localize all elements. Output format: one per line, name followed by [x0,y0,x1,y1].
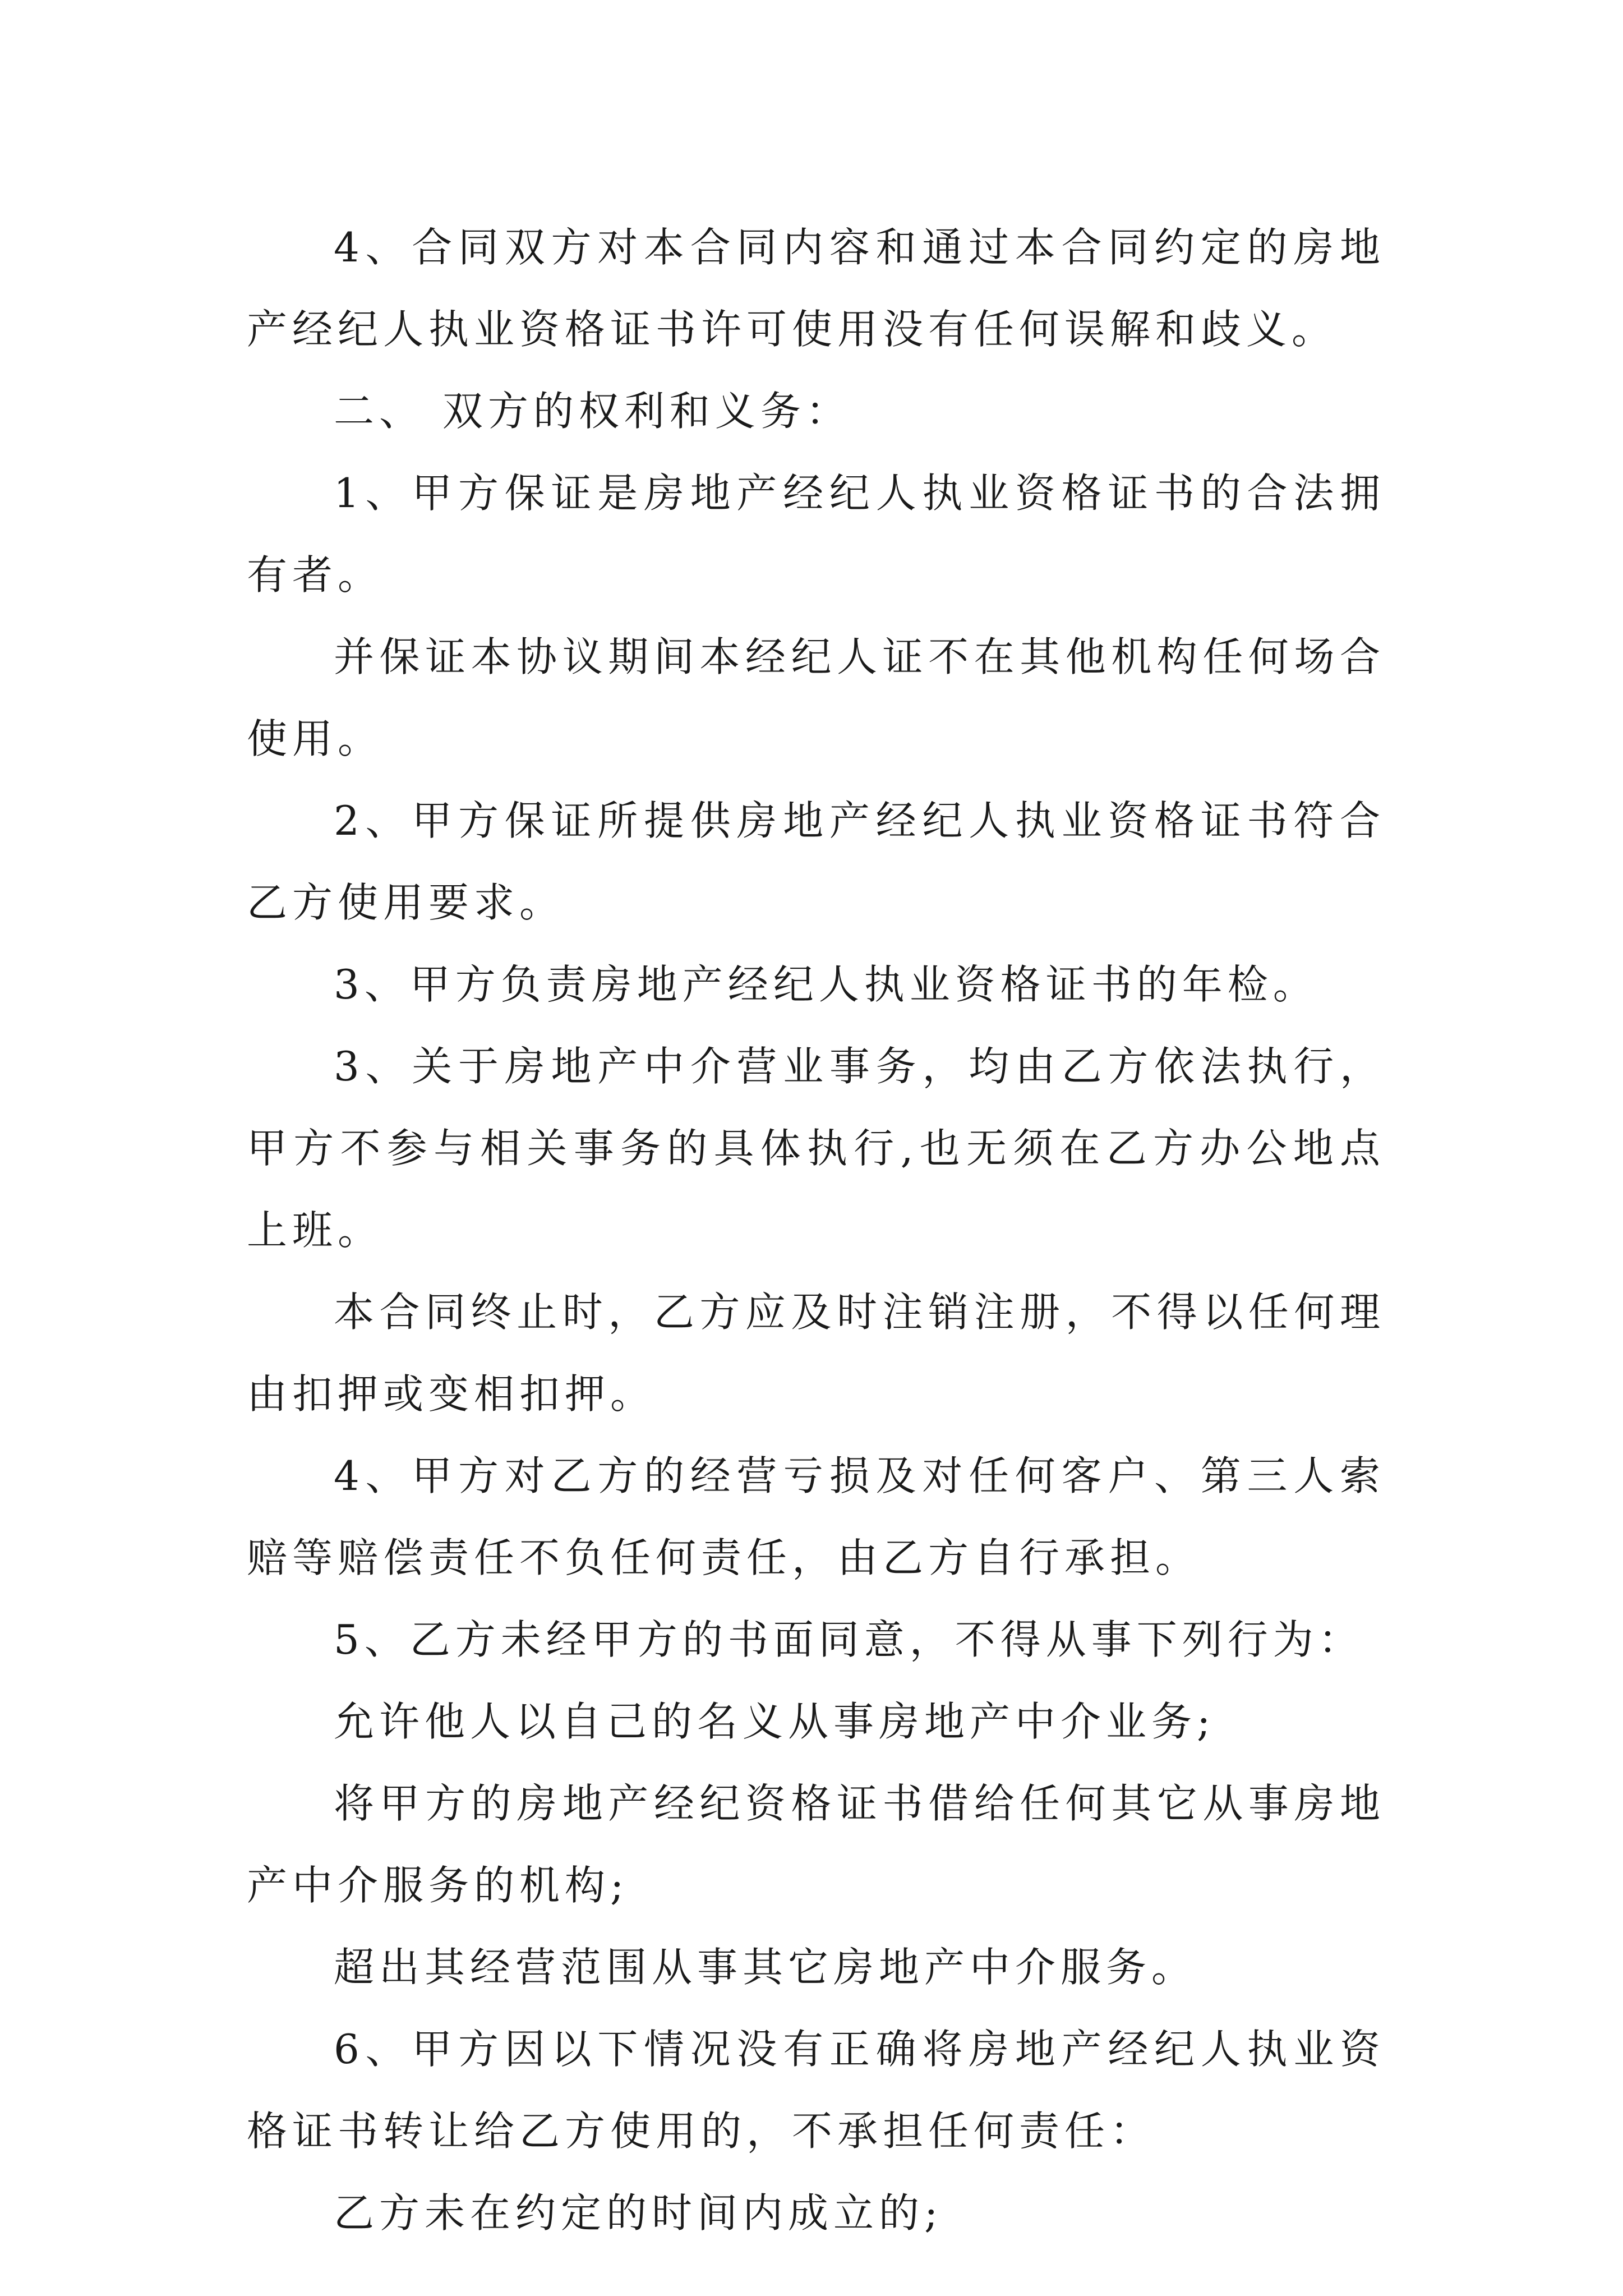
paragraph-clause-3-agency-affairs: 3、关于房地产中介营业事务，均由乙方依法执行，甲方不参与相关事务的具体执行,也无须在乙方办公地点上班。 [247,1043,1385,1254]
paragraph-prohibited-item-1: 允许他人以自己的名义从事房地产中介业务; [334,1698,1216,1745]
paragraph-termination: 本合同终止时，乙方应及时注销注册，不得以任何理由扣押或变相扣押。 [247,1289,1385,1418]
section-heading-rights-obligations: 二、 双方的权利和义务： [334,388,851,435]
paragraph-clause-2-requirements: 2、甲方保证所提供房地产经纪人执业资格证书符合乙方使用要求。 [247,797,1385,926]
paragraph-no-other-use: 并保证本协议期间本经纪人证不在其他机构任何场合使用。 [247,633,1385,762]
paragraph-clause-3-annual-inspection: 3、甲方负责房地产经纪人执业资格证书的年检。 [334,961,1318,1008]
paragraph-exception-item-1: 乙方未在约定的时间内成立的; [334,2189,943,2237]
paragraph-clause-6-no-liability: 6、甲方因以下情况没有正确将房地产经纪人执业资格证书转让给乙方使用的，不承担任何责任： [247,2026,1385,2155]
paragraph-prohibited-item-2: 将甲方的房地产经纪资格证书借给任何其它从事房地产中介服务的机构; [247,1780,1385,1909]
paragraph-clause-5-prohibited: 5、乙方未经甲方的书面同意，不得从事下列行为： [334,1616,1364,1663]
paragraph-clause-4-losses: 4、甲方对乙方的经营亏损及对任何客户、第三人索赔等赔偿责任不负任何责任，由乙方自行承担。 [247,1452,1385,1581]
document-body [247,206,1385,2254]
paragraph-clause-4-understanding: 4、合同双方对本合同内容和通过本合同约定的房地产经纪人执业资格证书许可使用没有任何误解和歧义。 [247,224,1385,353]
paragraph-prohibited-item-3: 超出其经营范围从事其它房地产中介服务。 [334,1944,1197,1991]
paragraph-clause-1-lawful-owner: 1、甲方保证是房地产经纪人执业资格证书的合法拥有者。 [247,470,1385,599]
